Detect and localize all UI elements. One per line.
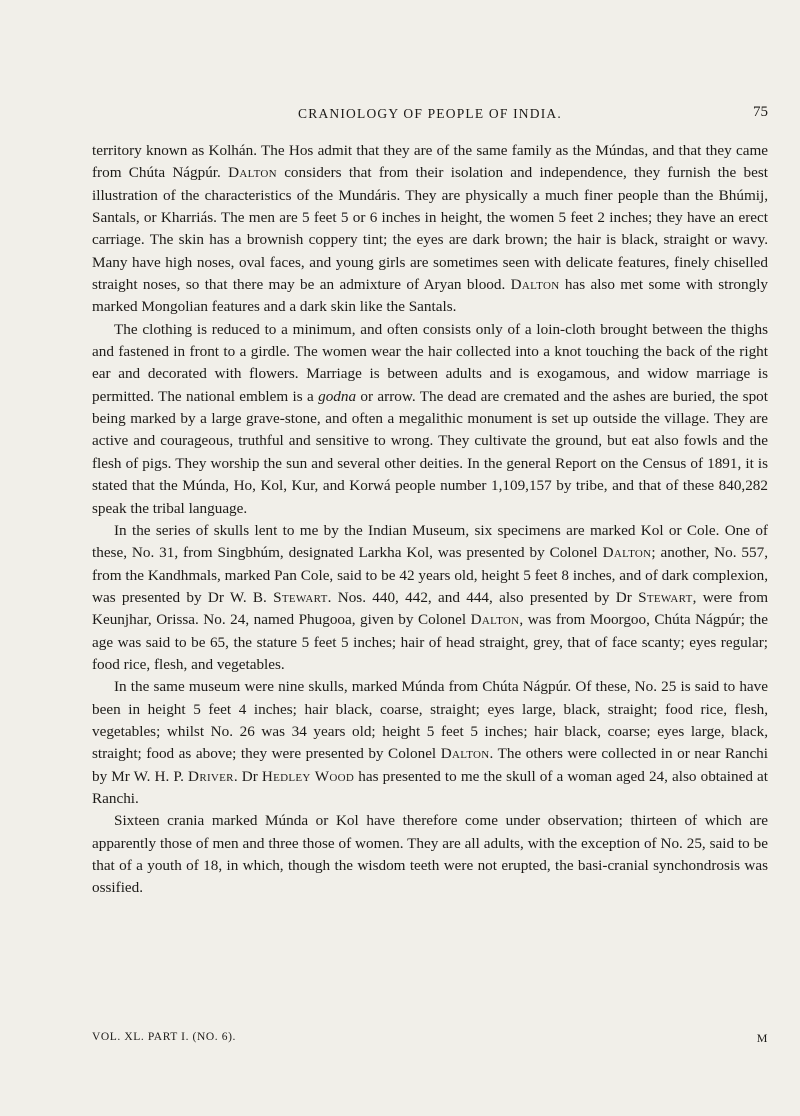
- author-name: Stewart: [638, 588, 693, 606]
- text-run: territory known as Kolhán. The Hos admit that they are of the same family as the Múndas, and that they came from Chúta Nágpúr.: [92, 142, 768, 182]
- paragraph: [92, 676, 768, 810]
- text-run: considers that from their isolation and independence, they furnish the best illustration of the characteristics of the Mundáris. They are physically a much finer people than the Bhúmij, Santals, or Kharriás. The men are 5 feet 5 or 6 inches in height, the women 5 feet 2 inches; they have an erect carriage. The skin has a brownish coppery tint; the eyes are dark brown; the hair is black, straight or wavy. Many have high noses, oval faces, and young girls are sometimes seen with delicate features, finely chiselled straight noses, so that there may be an admixture of Aryan blood.: [92, 164, 768, 294]
- text-run: . Nos. 440, 442, and 444, also presented by Dr: [327, 588, 639, 606]
- page-header: [92, 104, 768, 126]
- text-run: . Dr: [233, 767, 262, 785]
- paragraph: [92, 319, 768, 520]
- text-run: The clothing is reduced to a minimum, and often consists only of a loin-cloth brought between the thighs and fastened in front to a girdle. The women wear the hair collected into a knot touching the back of the right ear and decorated with flowers. Marriage is between adults and is exogamous, and widow marriage is permitted. The national emblem is a: [92, 320, 768, 405]
- text-run: In the series of skulls lent to me by the Indian Museum, six specimens are marked Kol or Cole. One of these, No. 31, from Singbhúm, designated Larkha Kol, was presented by Colonel: [92, 521, 768, 562]
- author-name: Dalton: [602, 544, 652, 562]
- author-name: Hedley Wood: [261, 767, 355, 785]
- author-name: Dalton: [228, 164, 277, 182]
- text-run: has also met some with strongly marked Mongolian features and a dark skin like the Santals.: [92, 276, 769, 316]
- italic-term: godna: [318, 387, 357, 405]
- text-run: Sixteen crania marked Múnda or Kol have therefore come under observation; thirteen of which are apparently those of men and three those of women. They are all adults, with the exception of No. 25, said to be that of a youth of 18, in which, though the wisdom teeth were not erupted, the basi-cranial synchondrosis was ossified.: [92, 812, 768, 897]
- text-run: In the same museum were nine skulls, marked Múnda from Chúta Nágpúr. Of these, No. 25 is said to have been in height 5 feet 4 inches; hair black, coarse, straight; eyes large, black, straight; food rice, flesh, vegetables; whilst No. 26 was 34 years old; height 5 feet 5 inches; hair black, coarse; eyes large, black, straight; food as above; they were presented by Colonel: [92, 678, 768, 763]
- author-name: Dalton: [470, 611, 520, 629]
- text-run: . The others were collected in or near Ranchi by Mr W. H. P.: [92, 745, 768, 785]
- author-name: Stewart: [273, 588, 328, 606]
- body-text: [92, 140, 768, 900]
- author-name: Dalton: [440, 745, 490, 763]
- author-name: Driver: [188, 767, 234, 785]
- volume-signature: VOL. XL. PART I. (NO. 6).: [92, 1031, 237, 1043]
- page-number: 75: [753, 104, 768, 120]
- paragraph: [92, 140, 768, 319]
- text-run: , were from Keunjhar, Orissa. No. 24, named Phugooa, given by Colonel: [92, 588, 769, 629]
- text-run: ; another, No. 557, from the Kandhmals, marked Pan Cole, said to be 42 years old, height 5 feet 8 inches, and of dark complexion, was presented by Dr W. B.: [92, 544, 768, 606]
- text-run: or arrow. The dead are cremated and the ashes are buried, the spot being marked by a large grave-stone, and often a megalithic monument is set up outside the village. They are active and courageous, truthful and sensitive to wrong. They cultivate the ground, but eat also fowls and the flesh of pigs. They worship the sun and several other deities. In the general Report on the Census of 1891, it is stated that the Múnda, Ho, Kol, Kur, and Korwá people number 1,109,157 by tribe, and that of these 840,282 speak the tribal language.: [92, 387, 768, 517]
- author-name: Dalton: [510, 276, 560, 294]
- paragraph: [92, 520, 768, 676]
- text-run: has presented to me the skull of a woman aged 24, also obtained at Ranchi.: [92, 767, 768, 807]
- signature-mark: M: [756, 1031, 768, 1045]
- text-run: , was from Moorgoo, Chúta Nágpúr; the age was said to be 65, the stature 5 feet 5 inches; hair of head straight, grey, that of face scanty; eyes regular; food rice, flesh, and vegetables.: [92, 611, 768, 673]
- running-title: CRANIOLOGY OF PEOPLE OF INDIA.: [298, 106, 562, 121]
- paragraph: [92, 810, 768, 899]
- page-footer: [92, 1031, 768, 1049]
